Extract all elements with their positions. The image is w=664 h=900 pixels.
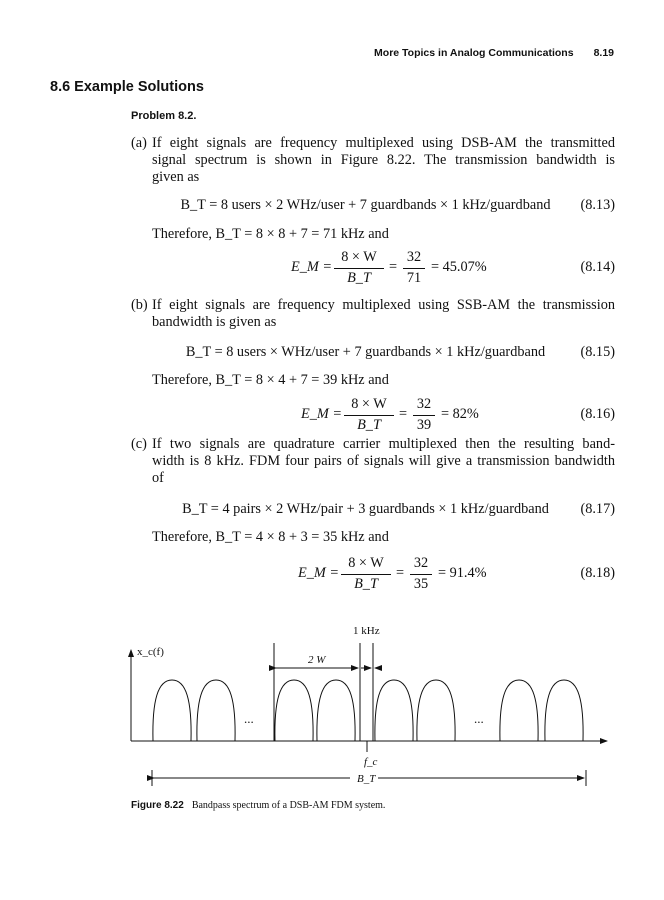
therefore-line-c: Therefore, B_T = 4 × 8 + 3 = 35 kHz and: [152, 529, 389, 545]
part-a-line: If eight signals are frequency multiplexed using DSB-AM the transmitted: [152, 135, 615, 151]
spectrum-lobe: [317, 680, 355, 741]
part-b-line: If eight signals are frequency multiplexed using SSB-AM the transmission: [152, 297, 615, 313]
equals-sign: =: [396, 565, 405, 581]
spectrum-lobe: [197, 680, 235, 741]
label-bt: B_T: [357, 773, 376, 785]
equation-8-18: [298, 555, 498, 595]
spectrum-lobe: [417, 680, 455, 741]
frac-numerator: 32: [413, 555, 429, 571]
frac-denominator: B_T: [347, 270, 371, 286]
equation-body: B_T = 4 pairs × 2 WHz/pair + 3 guardbands × 1 kHz/guardband: [182, 501, 549, 517]
frac-numerator: 32: [406, 249, 422, 265]
figure-8-22-spectrum: [0, 615, 664, 795]
spectrum-lobe: [275, 680, 313, 741]
spectrum-lobe: [375, 680, 413, 741]
frac-denominator: 35: [413, 576, 429, 592]
label-fc: f_c: [364, 756, 378, 768]
therefore-line-b: Therefore, B_T = 8 × 4 + 7 = 39 kHz and: [152, 372, 389, 388]
equation-number: (8.18): [580, 565, 615, 581]
fraction-bar: [341, 574, 391, 575]
ellipsis-left: ...: [244, 711, 254, 726]
problem-title: Problem 8.2.: [131, 110, 197, 122]
frac-denominator: 71: [406, 270, 422, 286]
part-a-paragraph: [131, 135, 615, 186]
spectrum-lobe: [500, 680, 538, 741]
equation-number: (8.13): [580, 197, 615, 213]
figure-caption-label: Figure 8.22: [131, 800, 184, 811]
eq-lhs: E_M =: [298, 565, 340, 581]
frac-numerator: 8 × W: [348, 555, 384, 571]
part-c-line: of: [152, 470, 164, 486]
equation-8-15: [152, 344, 615, 364]
spectrum-lobes: [153, 680, 583, 741]
equation-number: (8.16): [580, 406, 615, 422]
equation-number: (8.17): [580, 501, 615, 517]
equation-body: B_T = 8 users × WHz/user + 7 guardbands × 1 kHz/guardband: [185, 344, 546, 360]
ellipsis-right: ...: [474, 711, 484, 726]
frac-numerator: 8 × W: [341, 249, 377, 265]
part-a-line: signal spectrum is shown in Figure 8.22. The transmission bandwidth is: [152, 152, 615, 168]
spectrum-lobe: [545, 680, 583, 741]
running-head: [374, 47, 614, 59]
y-axis-label: x_c(f): [137, 646, 164, 658]
eq-lhs: E_M =: [301, 406, 343, 422]
equation-number: (8.15): [580, 344, 615, 360]
eq-result: = 45.07%: [431, 259, 487, 275]
equation-8-17: [152, 501, 615, 521]
label-1khz: 1 kHz: [353, 625, 380, 637]
fraction-bar: [403, 268, 425, 269]
fraction-bar: [334, 268, 384, 269]
part-c-line: width is 8 kHz. FDM four pairs of signals will give a transmission bandwidth: [152, 453, 615, 469]
frac-denominator: B_T: [357, 417, 381, 433]
frac-denominator: B_T: [354, 576, 378, 592]
part-c-paragraph: [131, 436, 615, 487]
fraction-bar: [410, 574, 432, 575]
part-a-label: (a): [131, 135, 147, 151]
equation-8-13: [152, 197, 615, 217]
frac-denominator: 39: [416, 417, 432, 433]
fraction-bar: [413, 415, 435, 416]
part-c-label: (c): [131, 436, 147, 452]
eq-result: = 82%: [441, 406, 479, 422]
figure-caption-text: Bandpass spectrum of a DSB-AM FDM system.: [191, 800, 386, 811]
section-title: 8.6 Example Solutions: [50, 79, 204, 95]
part-b-paragraph: [131, 297, 615, 331]
equals-sign: =: [399, 406, 408, 422]
frac-numerator: 8 × W: [351, 396, 387, 412]
spectrum-lobe: [153, 680, 191, 741]
part-c-line: If two signals are quadrature carrier multiplexed then the resulting band-: [152, 436, 615, 452]
equation-body: B_T = 8 users × 2 WHz/user + 7 guardbands × 1 kHz/guardband: [180, 197, 551, 213]
running-title: More Topics in Analog Communications: [374, 47, 574, 59]
figure-caption: [131, 800, 385, 811]
part-b-label: (b): [131, 297, 148, 313]
equation-8-14: [291, 249, 491, 289]
frac-numerator: 32: [416, 396, 432, 412]
equation-8-16: [301, 396, 501, 436]
page-number: 8.19: [593, 47, 614, 59]
fraction-bar: [344, 415, 394, 416]
equals-sign: =: [389, 259, 398, 275]
equation-number: (8.14): [580, 259, 615, 275]
eq-result: = 91.4%: [438, 565, 487, 581]
eq-lhs: E_M =: [291, 259, 333, 275]
label-2w: 2 W: [308, 654, 326, 666]
therefore-line-a: Therefore, B_T = 8 × 8 + 7 = 71 kHz and: [152, 226, 389, 242]
part-a-line: given as: [152, 169, 200, 185]
part-b-line: bandwidth is given as: [152, 314, 277, 330]
